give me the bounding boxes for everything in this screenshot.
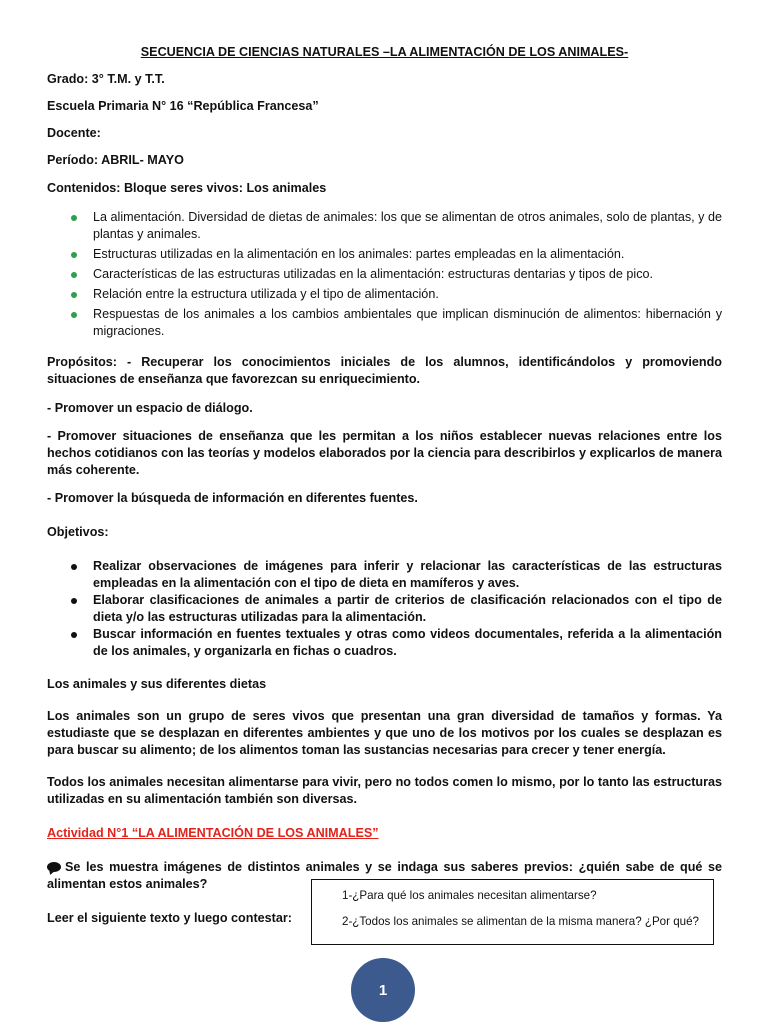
bullet-icon <box>71 564 77 570</box>
objetivos-label: Objetivos: <box>47 525 109 539</box>
objetivos-list <box>47 558 722 660</box>
list-item: Buscar información en fuentes textuales y otras como videos documentales, referida a la alimentación de los animales, y organizarla en fichas o cuadros. <box>47 626 722 660</box>
contenidos-list <box>47 209 722 340</box>
speech-bubble-icon <box>47 862 61 872</box>
escuela-line: Escuela Primaria N° 16 “República Francesa” <box>47 99 319 113</box>
propositos-label: Propósitos: <box>47 355 117 369</box>
bullet-icon <box>71 272 77 278</box>
docente-line: Docente: <box>47 126 101 140</box>
proposito-4: - Promover la búsqueda de información en diferentes fuentes. <box>47 491 418 505</box>
bullet-icon <box>71 598 77 604</box>
question-2: 2-¿Todos los animales se alimentan de la misma manera? ¿Por qué? <box>342 915 699 928</box>
list-item: Respuestas de los animales a los cambios ambientales que implican disminución de alimentos: hibernación y migraciones. <box>47 306 722 340</box>
bullet-icon <box>71 215 77 221</box>
document-title: SECUENCIA DE CIENCIAS NATURALES –LA ALIMENTACIÓN DE LOS ANIMALES- <box>140 45 629 59</box>
bullet-icon <box>71 252 77 258</box>
bullet-icon <box>71 632 77 638</box>
actividad-title: Actividad N°1 “LA ALIMENTACIÓN DE LOS ANIMALES” <box>47 826 379 840</box>
list-item: Relación entre la estructura utilizada y el tipo de alimentación. <box>47 286 722 303</box>
bullet-icon <box>71 312 77 318</box>
periodo-line: Período: ABRIL- MAYO <box>47 153 184 167</box>
page-number-badge: 1 <box>351 958 415 1022</box>
question-1: 1-¿Para qué los animales necesitan alimentarse? <box>342 889 597 902</box>
list-item: La alimentación. Diversidad de dietas de animales: los que se alimentan de otros animales, solo de plantas, y de plantas y animales. <box>47 209 722 243</box>
leer-instruction: Leer el siguiente texto y luego contestar: <box>47 911 292 925</box>
propositos-paragraph: Propósitos: - Recuperar los conocimientos iniciales de los alumnos, identificándolos y promoviendo situaciones de enseñanza que favorezcan su enriquecimiento. <box>47 355 722 386</box>
dietas-paragraph-2: Todos los animales necesitan alimentarse para vivir, pero no todos comen lo mismo, por lo tanto las estructuras utilizadas en su alimentación también son diversas. <box>47 775 722 806</box>
list-item: Realizar observaciones de imágenes para inferir y relacionar las características de las estructuras empleadas en la alimentación con el tipo de dieta en mamíferos y aves. <box>47 558 722 592</box>
grado-line: Grado: 3° T.M. y T.T. <box>47 72 165 86</box>
actividad-intro: Se les muestra imágenes de distintos animales y se indaga sus saberes previos: ¿quién sabe de qué se alimentan estos animales? <box>47 860 722 891</box>
dietas-heading: Los animales y sus diferentes dietas <box>47 677 267 691</box>
list-item: Elaborar clasificaciones de animales a partir de criterios de clasificación relacionados con el tipo de dieta y/o las estructuras utilizadas para la alimentación. <box>47 592 722 626</box>
list-item: Características de las estructuras utilizadas en la alimentación: estructuras dentarias y tipos de pico. <box>47 266 722 283</box>
contenidos-line: Contenidos: Bloque seres vivos: Los animales <box>47 181 327 195</box>
dietas-paragraph-1: Los animales son un grupo de seres vivos que presentan una gran diversidad de tamaños y formas. Ya estudiaste que se desplazan en diferentes ambientes y que uno de los motivos por los cuales se desplazan es para buscar su alimento; de los alimentos toman las sustancias necesarias para crecer y tener energía. <box>47 709 722 757</box>
bullet-icon <box>71 292 77 298</box>
questions-box <box>311 879 714 945</box>
proposito-3: - Promover situaciones de enseñanza que les permitan a los niños establecer nuevas relaciones entre los hechos cotidianos con las teorías y modelos elaborados por la ciencia para describirlos y explicarlos de manera más coherente. <box>47 429 722 477</box>
proposito-2: - Promover un espacio de diálogo. <box>47 401 253 415</box>
list-item: Estructuras utilizadas en la alimentación en los animales: partes empleadas en la alimentación. <box>47 246 722 263</box>
